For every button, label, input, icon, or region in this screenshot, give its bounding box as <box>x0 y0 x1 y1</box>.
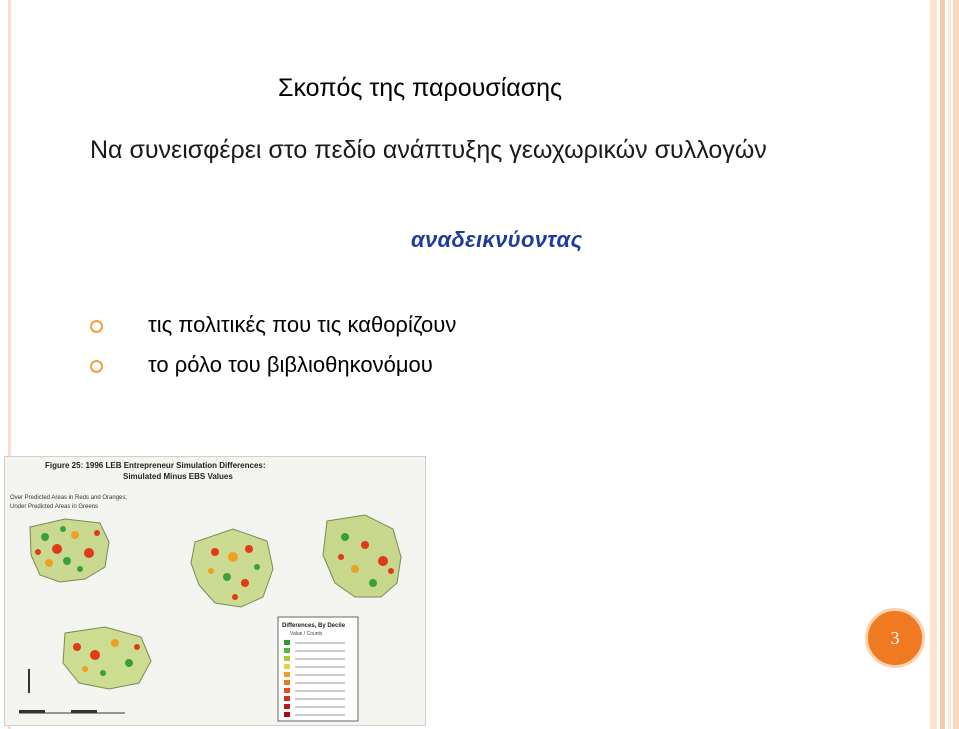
bullet-text: τις πολιτικές που τις καθορίζουν <box>148 312 457 337</box>
right-stripe <box>930 0 937 729</box>
figure-note: Under Predicted Areas in Greens <box>10 504 99 510</box>
bullet-text: το ρόλο του βιβλιοθηκονόμου <box>148 352 433 377</box>
legend-swatch <box>284 672 290 677</box>
legend-swatch <box>284 688 290 693</box>
legend-swatch <box>284 680 290 685</box>
legend-swatch <box>284 704 290 709</box>
bullet-ring-icon <box>90 360 103 373</box>
legend-swatch <box>284 648 290 653</box>
legend-swatch <box>284 656 290 661</box>
map-figure-image <box>5 457 425 725</box>
legend-swatch <box>284 640 290 645</box>
map-figure <box>4 456 426 726</box>
legend-swatch <box>284 712 290 717</box>
right-stripe <box>953 0 959 729</box>
figure-note: Over Predicted Areas in Reds and Oranges; <box>10 495 128 501</box>
legend-title: Differences, By Decile <box>282 623 346 629</box>
legend-subtitle: Value / Counts <box>290 631 323 637</box>
map-legend <box>278 617 358 721</box>
emphasis-text: αναδεικνύοντας <box>411 227 583 252</box>
legend-swatch <box>284 696 290 701</box>
slide-subtitle: Να συνεισφέρει στο πεδίο ανάπτυξης γεωχωρικών συλλογών <box>90 136 767 164</box>
page-number-badge: 3 <box>865 608 925 668</box>
legend-swatch <box>284 664 290 669</box>
map-region <box>63 627 151 689</box>
slide-title: Σκοπός της παρουσίασης <box>278 74 563 102</box>
figure-title: Figure 25: 1996 LEB Entrepreneur Simulation Differences: <box>45 461 266 470</box>
bullet-ring-icon <box>90 320 103 333</box>
right-stripe <box>940 0 945 729</box>
figure-subtitle: Simulated Minus EBS Values <box>123 472 233 481</box>
right-stripe <box>948 0 951 729</box>
